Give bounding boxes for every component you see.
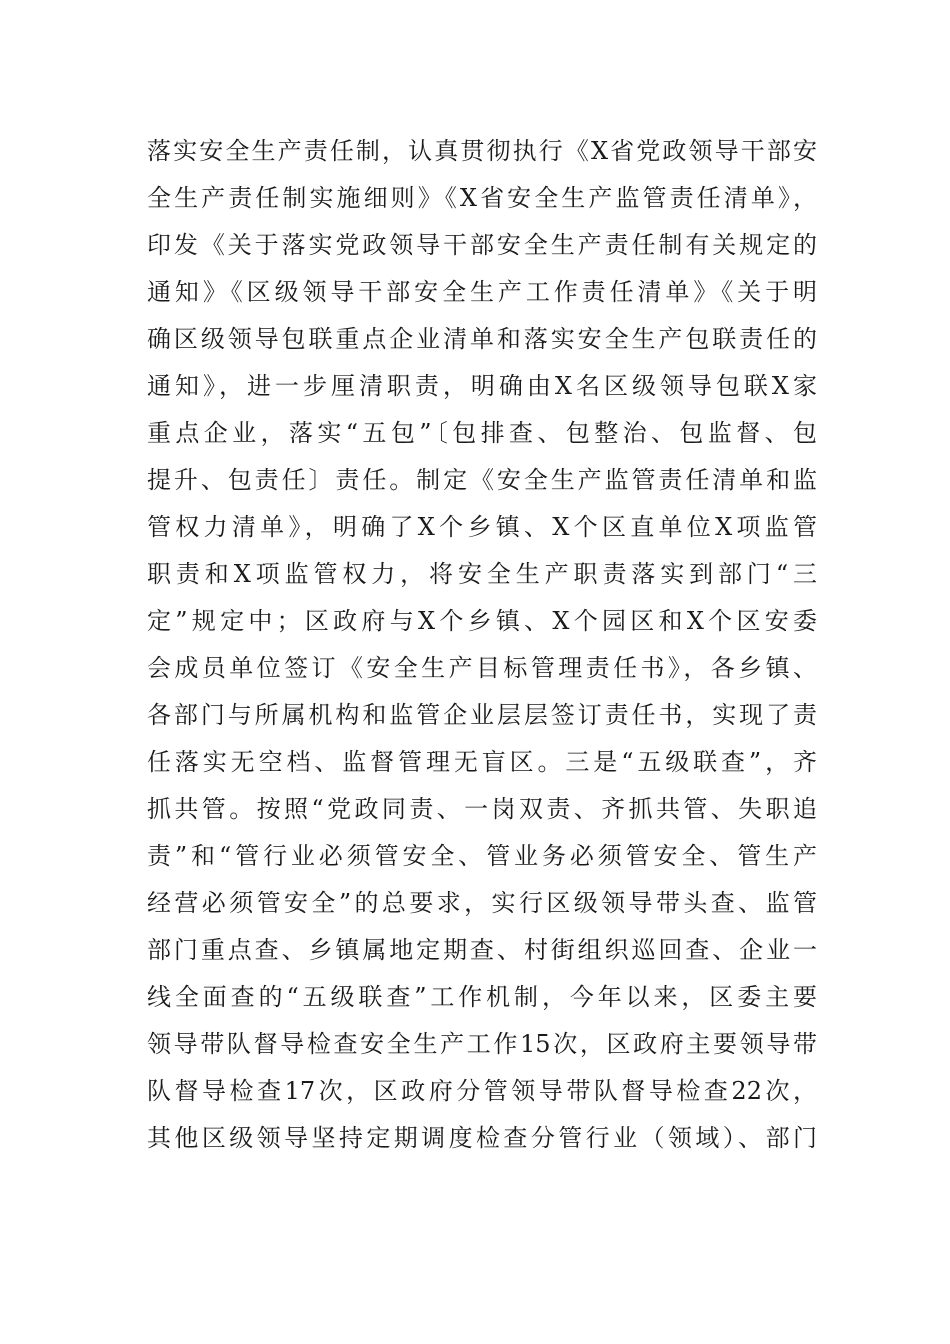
text-line: 提升、包责任〕责任。制定《安全生产监管责任清单和监 [147, 466, 817, 494]
text-line: 管权力清单》，明确了X个乡镇、X个区直单位X项监管 [147, 513, 817, 541]
text-line: 责”和“管行业必须管安全、管业务必须管安全、管生产 [147, 842, 817, 870]
text-line: 落实安全生产责任制，认真贯彻执行《X省党政领导干部安 [147, 137, 817, 165]
text-line: 经营必须管安全”的总要求，实行区级领导带头查、监管 [147, 889, 817, 917]
text-line: 部门重点查、乡镇属地定期查、村街组织巡回查、企业一 [147, 936, 817, 964]
text-line: 任落实无空档、监督管理无盲区。三是“五级联查”，齐 [147, 748, 817, 776]
text-line: 重点企业，落实“五包”〔包排查、包整治、包监督、包 [147, 419, 817, 447]
text-line: 领导带队督导检查安全生产工作15次，区政府主要领导带 [147, 1030, 817, 1058]
text-line: 定”规定中；区政府与X个乡镇、X个园区和X个区安委 [147, 607, 817, 635]
text-line: 线全面查的“五级联查”工作机制，今年以来，区委主要 [147, 983, 817, 1011]
text-line: 确区级领导包联重点企业清单和落实安全生产包联责任的 [147, 325, 817, 353]
text-line: 通知》，进一步厘清职责，明确由X名区级领导包联X家 [147, 372, 817, 400]
text-line: 抓共管。按照“党政同责、一岗双责、齐抓共管、失职追 [147, 795, 817, 823]
text-line: 职责和X项监管权力，将安全生产职责落实到部门“三 [147, 560, 817, 588]
text-line: 印发《关于落实党政领导干部安全生产责任制有关规定的 [147, 231, 817, 259]
text-line: 会成员单位签订《安全生产目标管理责任书》，各乡镇、 [147, 654, 817, 682]
text-line: 其他区级领导坚持定期调度检查分管行业（领域）、部门 [147, 1124, 817, 1152]
text-line: 队督导检查17次，区政府分管领导带队督导检查22次， [147, 1077, 817, 1105]
text-line: 全生产责任制实施细则》《X省安全生产监管责任清单》， [147, 184, 817, 212]
text-line: 通知》《区级领导干部安全生产工作责任清单》《关于明 [147, 278, 817, 306]
body-paragraph [147, 128, 817, 1162]
text-line: 各部门与所属机构和监管企业层层签订责任书，实现了责 [147, 701, 817, 729]
